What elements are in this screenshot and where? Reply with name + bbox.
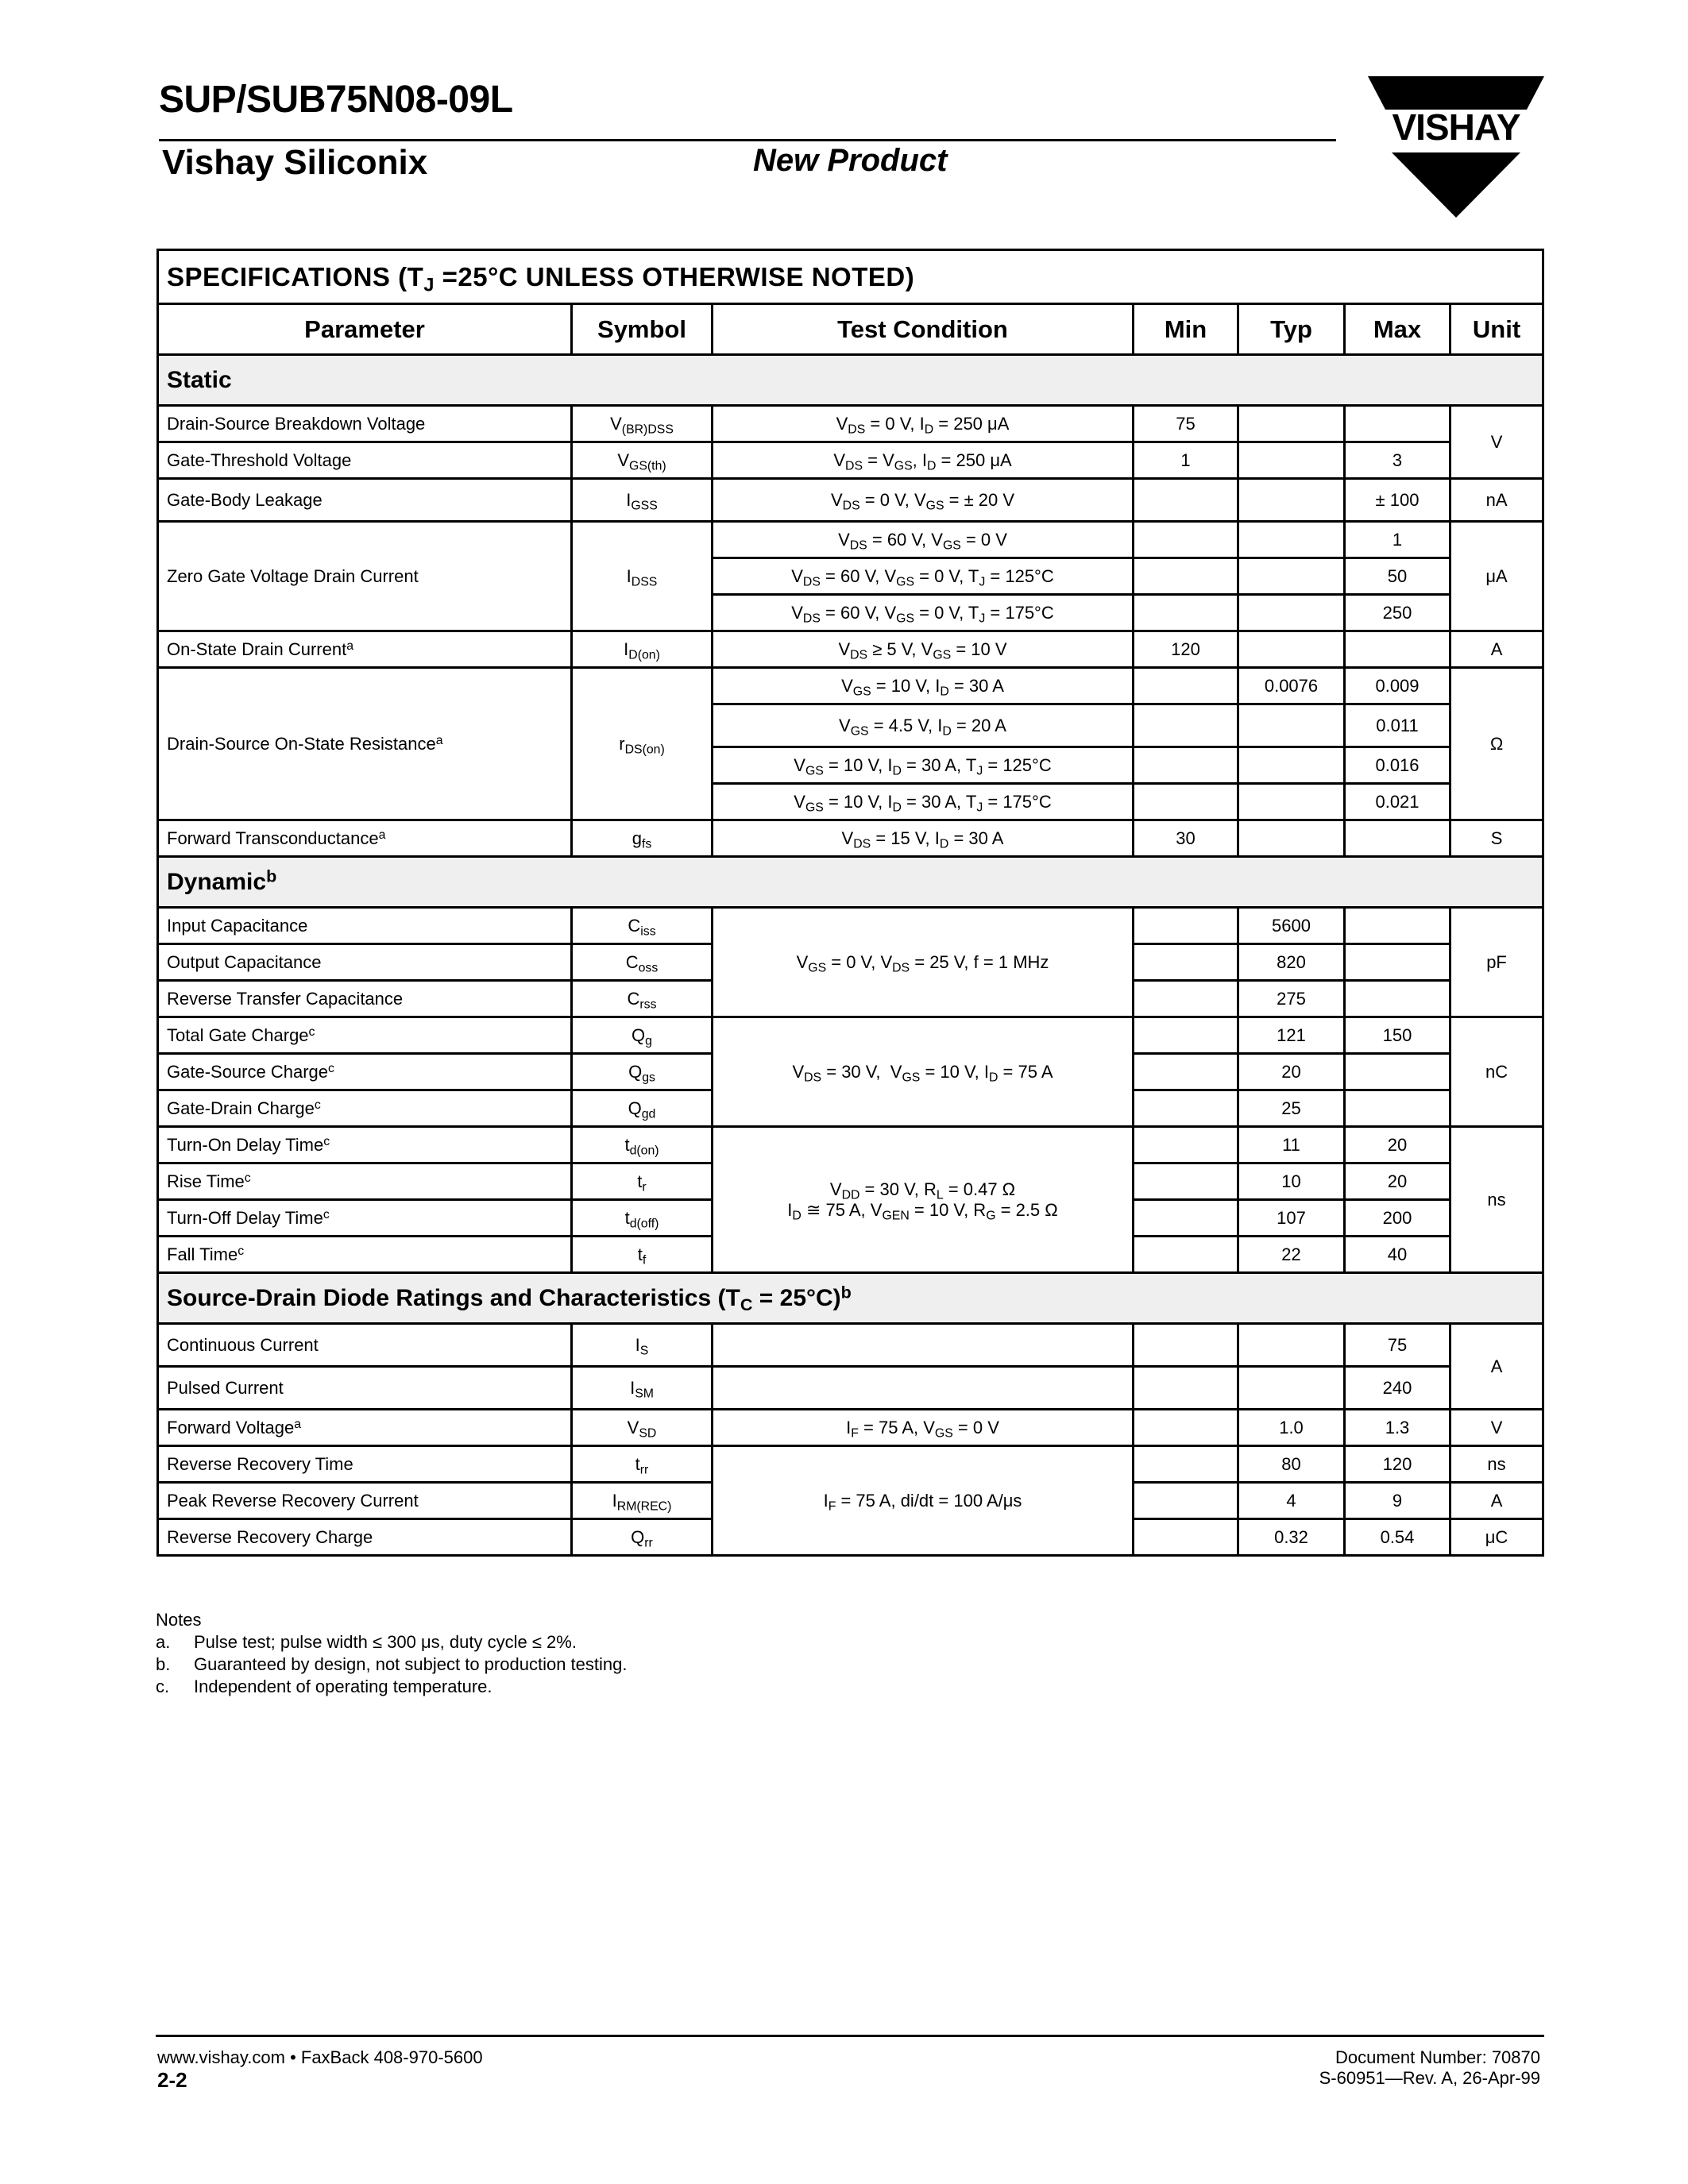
- table-row: $V_{DS} = 60$ V, $V_{GS} = 0$ V, $T_J = 125^\circ C$ 50: [158, 558, 1543, 595]
- table-row: Reverse Recovery Charge $Q_{rr}$ 0.32 0.54 μC: [158, 1519, 1543, 1556]
- part-number: SUP/SUB75N08-09L: [159, 79, 513, 121]
- notes: [156, 1609, 627, 1698]
- table-row: Output Capacitance $C_{oss}$ 820: [158, 944, 1543, 981]
- table-row: Drain-Source On-State Resistance$^a$ $r_{DS(on)}$ $V_{GS} = 10$ V, $I_D = 30$ A 0.0076 0.009 Ω: [158, 668, 1543, 704]
- table-row: Turn-On Delay Time$^c$ $t_{d(on)}$ $V_{DD} = 30$ V, $R_L = 0.47$ Ω $I_D$ ≅ 75 A, $V_{GEN} = 10$ V, $R_G = 2.5$ Ω 11 20 ns: [158, 1127, 1543, 1163]
- footer-website: www.vishay.com • FaxBack 408-970-5600: [157, 2047, 483, 2067]
- notes-heading: Notes: [156, 1610, 202, 1630]
- page-number: 2-2: [157, 2068, 187, 2092]
- company-name: Vishay Siliconix: [162, 143, 428, 182]
- header-rule: [159, 139, 1336, 141]
- revision: S-60951—Rev. A, 26-Apr-99: [1319, 2068, 1540, 2088]
- col-header-typ: Typ: [1238, 304, 1345, 355]
- document-number: Document Number: 70870: [1335, 2047, 1540, 2067]
- table-row: Gate-Threshold Voltage $V_{GS(th)}$ $V_{DS} = V_{GS}$, $I_D = 250$ μA 1 3: [158, 442, 1543, 479]
- table-title-row: [158, 250, 1543, 304]
- logo-triangle-top: [1368, 76, 1544, 110]
- col-header-max: Max: [1345, 304, 1450, 355]
- logo-text: VISHAY: [1392, 106, 1520, 148]
- table-row: Forward Voltage$^a$ $V_{SD}$ $I_F = 75$ A, $V_{GS} = 0$ V 1.0 1.3 V: [158, 1410, 1543, 1446]
- table-row: $V_{GS} = 10$ V, $I_D = 30$ A, $T_J = 125^\circ C$ 0.016: [158, 747, 1543, 784]
- table-row: Pulsed Current $I_{SM}$ 240: [158, 1367, 1543, 1410]
- col-header-min: Min: [1134, 304, 1238, 355]
- table-row: $V_{GS} = 4.5$ V, $I_D = 20$ A 0.011: [158, 704, 1543, 747]
- table-row: Forward Transconductance$^a$ $g_{fs}$ $V_{DS} = 15$ V, $I_D = 30$ A 30 S: [158, 820, 1543, 857]
- table-row: Drain-Source Breakdown Voltage $V_{(BR)DSS}$ $V_{DS} = 0$ V, $I_D = 250$ μA 75 V: [158, 406, 1543, 442]
- col-header-parameter: Parameter: [158, 304, 572, 355]
- table-header-row: [158, 304, 1543, 355]
- table-row: Input Capacitance $C_{iss}$ $V_{GS} = 0$ V, $V_{DS} = 25$ V, f = 1 MHz 5600 pF: [158, 908, 1543, 944]
- table-row: $V_{GS} = 10$ V, $I_D = 30$ A, $T_J = 175^\circ C$ 0.021: [158, 784, 1543, 820]
- col-header-test-condition: Test Condition: [713, 304, 1134, 355]
- table-row: Zero Gate Voltage Drain Current $I_{DSS}$ $V_{DS} = 60$ V, $V_{GS} = 0$ V 1 μA: [158, 522, 1543, 558]
- table-title: SPECIFICATIONS ($T_J =25^\circ C$ UNLESS OTHERWISE NOTED): [158, 250, 1543, 304]
- table-row: $V_{DS} = 60$ V, $V_{GS} = 0$ V, $T_J = 175^\circ C$ 250: [158, 595, 1543, 631]
- table-row: On-State Drain Current$^a$ $I_{D(on)}$ $V_{DS} \ge 5$ V, $V_{GS} = 10$ V 120 A: [158, 631, 1543, 668]
- vishay-logo: [1368, 76, 1544, 219]
- note-c: c. Independent of operating temperature.: [156, 1677, 492, 1696]
- table-row: Gate-Body Leakage $I_{GSS}$ $V_{DS} = 0$ V, $V_{GS}$ = ± 20 V ± 100 nA: [158, 479, 1543, 522]
- table-row: Reverse Transfer Capacitance $C_{rss}$ 275: [158, 981, 1543, 1017]
- table-row: Gate-Drain Charge$^c$ $Q_{gd}$ 25: [158, 1090, 1543, 1127]
- new-product-label: New Product: [753, 143, 948, 178]
- table-row: Continuous Current $I_S$ 75 A: [158, 1324, 1543, 1367]
- table-row: Total Gate Charge$^c$ $Q_g$ $V_{DS} = 30$ V, $V_{GS} = 10$ V, $I_D = 75$ A 121 150 nC: [158, 1017, 1543, 1054]
- footer-rule: [156, 2035, 1544, 2037]
- table-row: Peak Reverse Recovery Current $I_{RM(REC)}$ 4 9 A: [158, 1483, 1543, 1519]
- table-row: Gate-Source Charge$^c$ $Q_{gs}$ 20: [158, 1054, 1543, 1090]
- section-source-drain-diode: Source-Drain Diode Ratings and Characteristics $(T_C = 25^\circ C)^b$: [158, 1273, 1543, 1324]
- col-header-unit: Unit: [1450, 304, 1543, 355]
- section-static: Static: [158, 355, 1543, 406]
- table-row: Rise Time$^c$ $t_r$ 10 20: [158, 1163, 1543, 1200]
- note-b: b. Guaranteed by design, not subject to production testing.: [156, 1654, 628, 1674]
- table-row: Reverse Recovery Time $t_{rr}$ $I_F = 75$ A, di/dt = 100 A/μs 80 120 ns: [158, 1446, 1543, 1483]
- col-header-symbol: Symbol: [572, 304, 713, 355]
- specifications-table: [156, 249, 1544, 1557]
- table-row: Turn-Off Delay Time$^c$ $t_{d(off)}$ 107 200: [158, 1200, 1543, 1237]
- logo-triangle-bottom: [1392, 152, 1520, 218]
- note-a: a. Pulse test; pulse width ≤ 300 μs, duty cycle ≤ 2%.: [156, 1632, 577, 1652]
- section-dynamic: Dynamic$^b$: [158, 857, 1543, 908]
- table-row: Fall Time$^c$ $t_f$ 22 40: [158, 1237, 1543, 1273]
